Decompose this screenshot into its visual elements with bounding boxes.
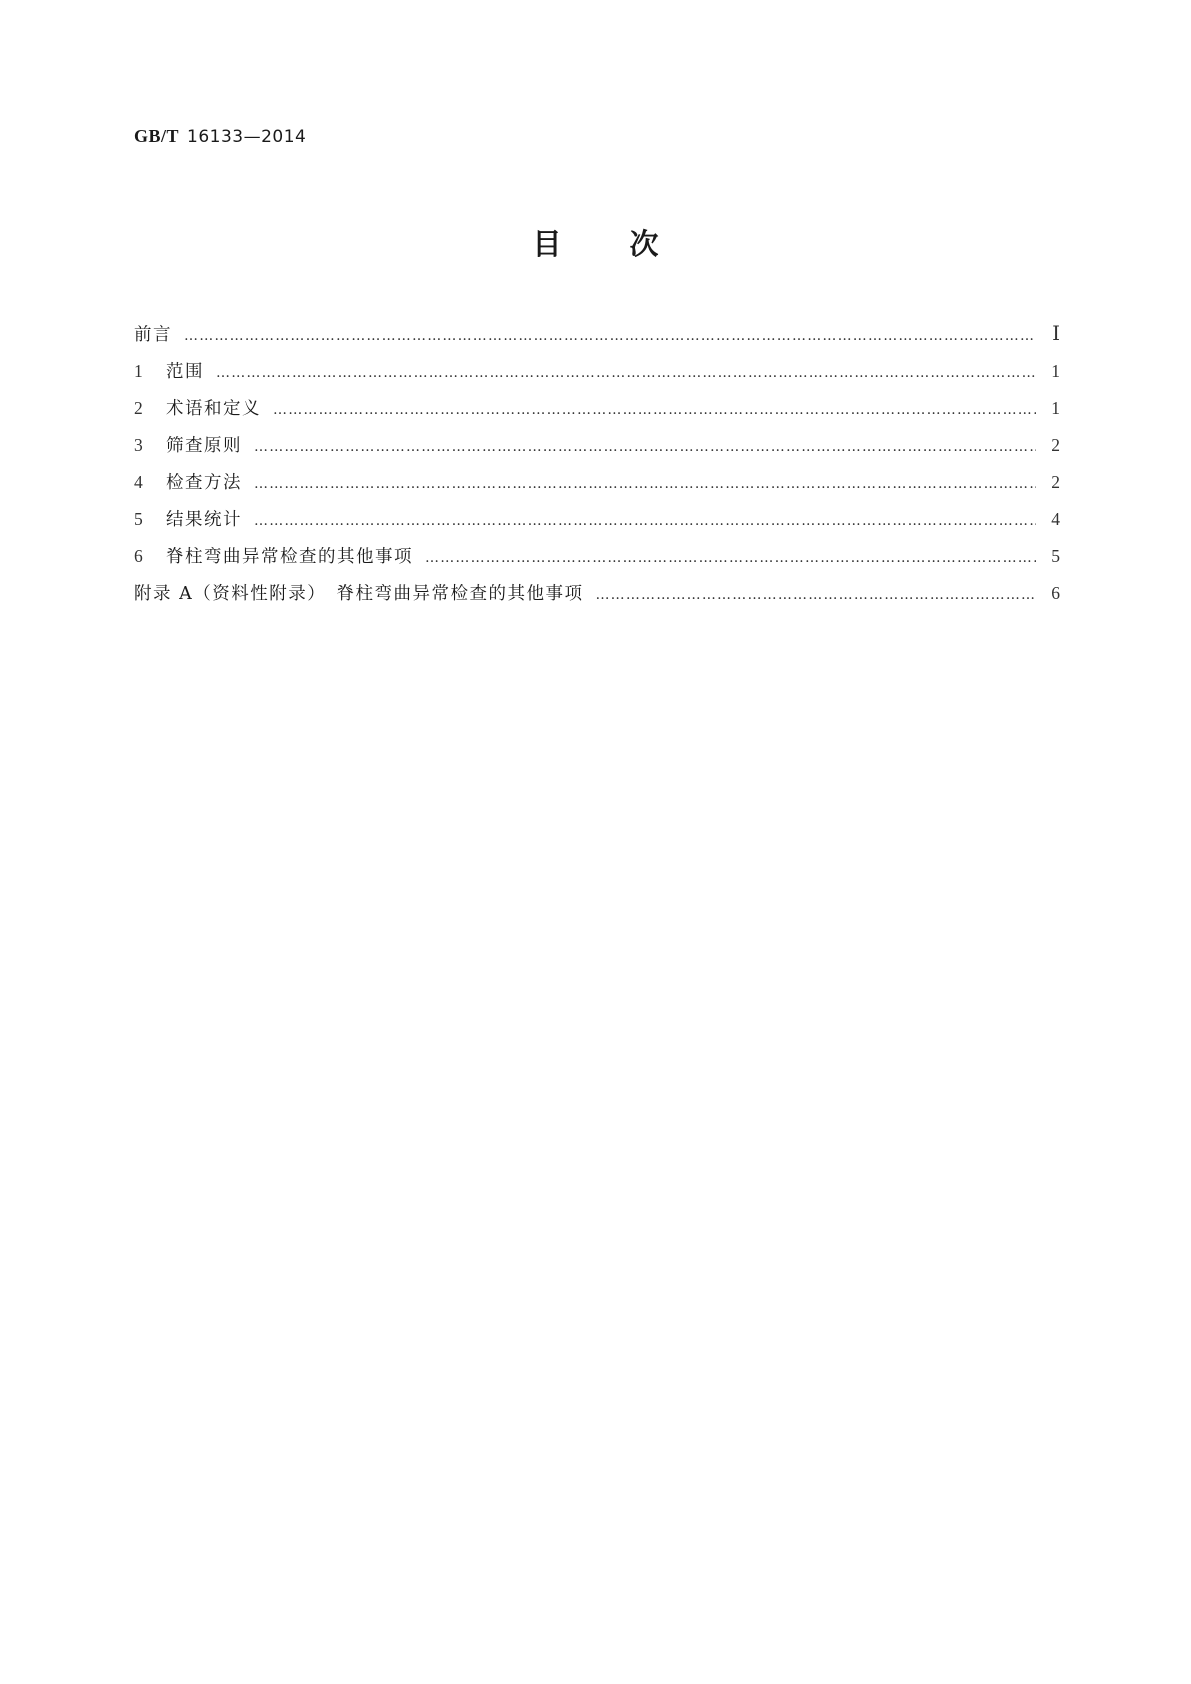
page-title-char-2: 次: [629, 227, 659, 261]
toc-entry-number: 2: [134, 398, 143, 418]
toc-entry-page: Ⅰ: [1052, 323, 1060, 345]
page-title-char-1: 目: [532, 227, 562, 261]
standard-code: [134, 126, 306, 147]
toc-entry-terms[interactable]: [134, 395, 1060, 432]
table-of-contents: [134, 321, 1060, 617]
toc-leader-dots: [273, 402, 1036, 418]
toc-entry-page: 1: [1051, 398, 1060, 418]
toc-leader-dots: [184, 328, 1036, 344]
toc-leader-dots: [254, 476, 1036, 492]
toc-entry-principles[interactable]: [134, 432, 1060, 469]
standard-number: 16133—2014: [187, 127, 307, 147]
toc-entry-label: 术语和定义: [166, 399, 261, 419]
toc-entry-methods[interactable]: [134, 469, 1060, 506]
toc-entry-label: 筛查原则: [166, 436, 242, 456]
toc-entry-label: 附录 A（资料性附录） 脊柱弯曲异常检查的其他事项: [134, 584, 584, 604]
toc-entry-page: 5: [1051, 546, 1060, 566]
toc-entry-page: 6: [1051, 583, 1060, 603]
toc-entry-label: 结果统计: [166, 510, 242, 530]
toc-entry-number: 1: [134, 361, 143, 381]
toc-entry-number: 5: [134, 509, 143, 529]
toc-entry-statistics[interactable]: [134, 506, 1060, 543]
toc-entry-label: 脊柱弯曲异常检查的其他事项: [166, 547, 413, 567]
toc-entry-number: 6: [134, 546, 143, 566]
toc-entry-appendix-a[interactable]: [134, 580, 1060, 617]
toc-entry-label: 检查方法: [166, 473, 242, 493]
toc-entry-page: 1: [1051, 361, 1060, 381]
toc-entry-other-matters[interactable]: [134, 543, 1060, 580]
standard-prefix: GB/T: [134, 126, 180, 146]
toc-entry-number: 4: [134, 472, 143, 492]
toc-leader-dots: [254, 439, 1036, 455]
toc-entry-scope[interactable]: [134, 358, 1060, 395]
toc-leader-dots: [254, 513, 1036, 529]
toc-leader-dots: [216, 365, 1036, 381]
toc-entry-foreword[interactable]: [134, 321, 1060, 358]
toc-leader-dots: [425, 550, 1036, 566]
toc-entry-page: 4: [1051, 509, 1060, 529]
toc-leader-dots: [595, 587, 1036, 603]
toc-entry-number: 3: [134, 435, 143, 455]
toc-entry-label: 范围: [166, 362, 204, 382]
toc-entry-label: 前言: [134, 325, 172, 345]
toc-entry-page: 2: [1051, 435, 1060, 455]
toc-entry-page: 2: [1051, 472, 1060, 492]
page-title: [0, 224, 1191, 264]
